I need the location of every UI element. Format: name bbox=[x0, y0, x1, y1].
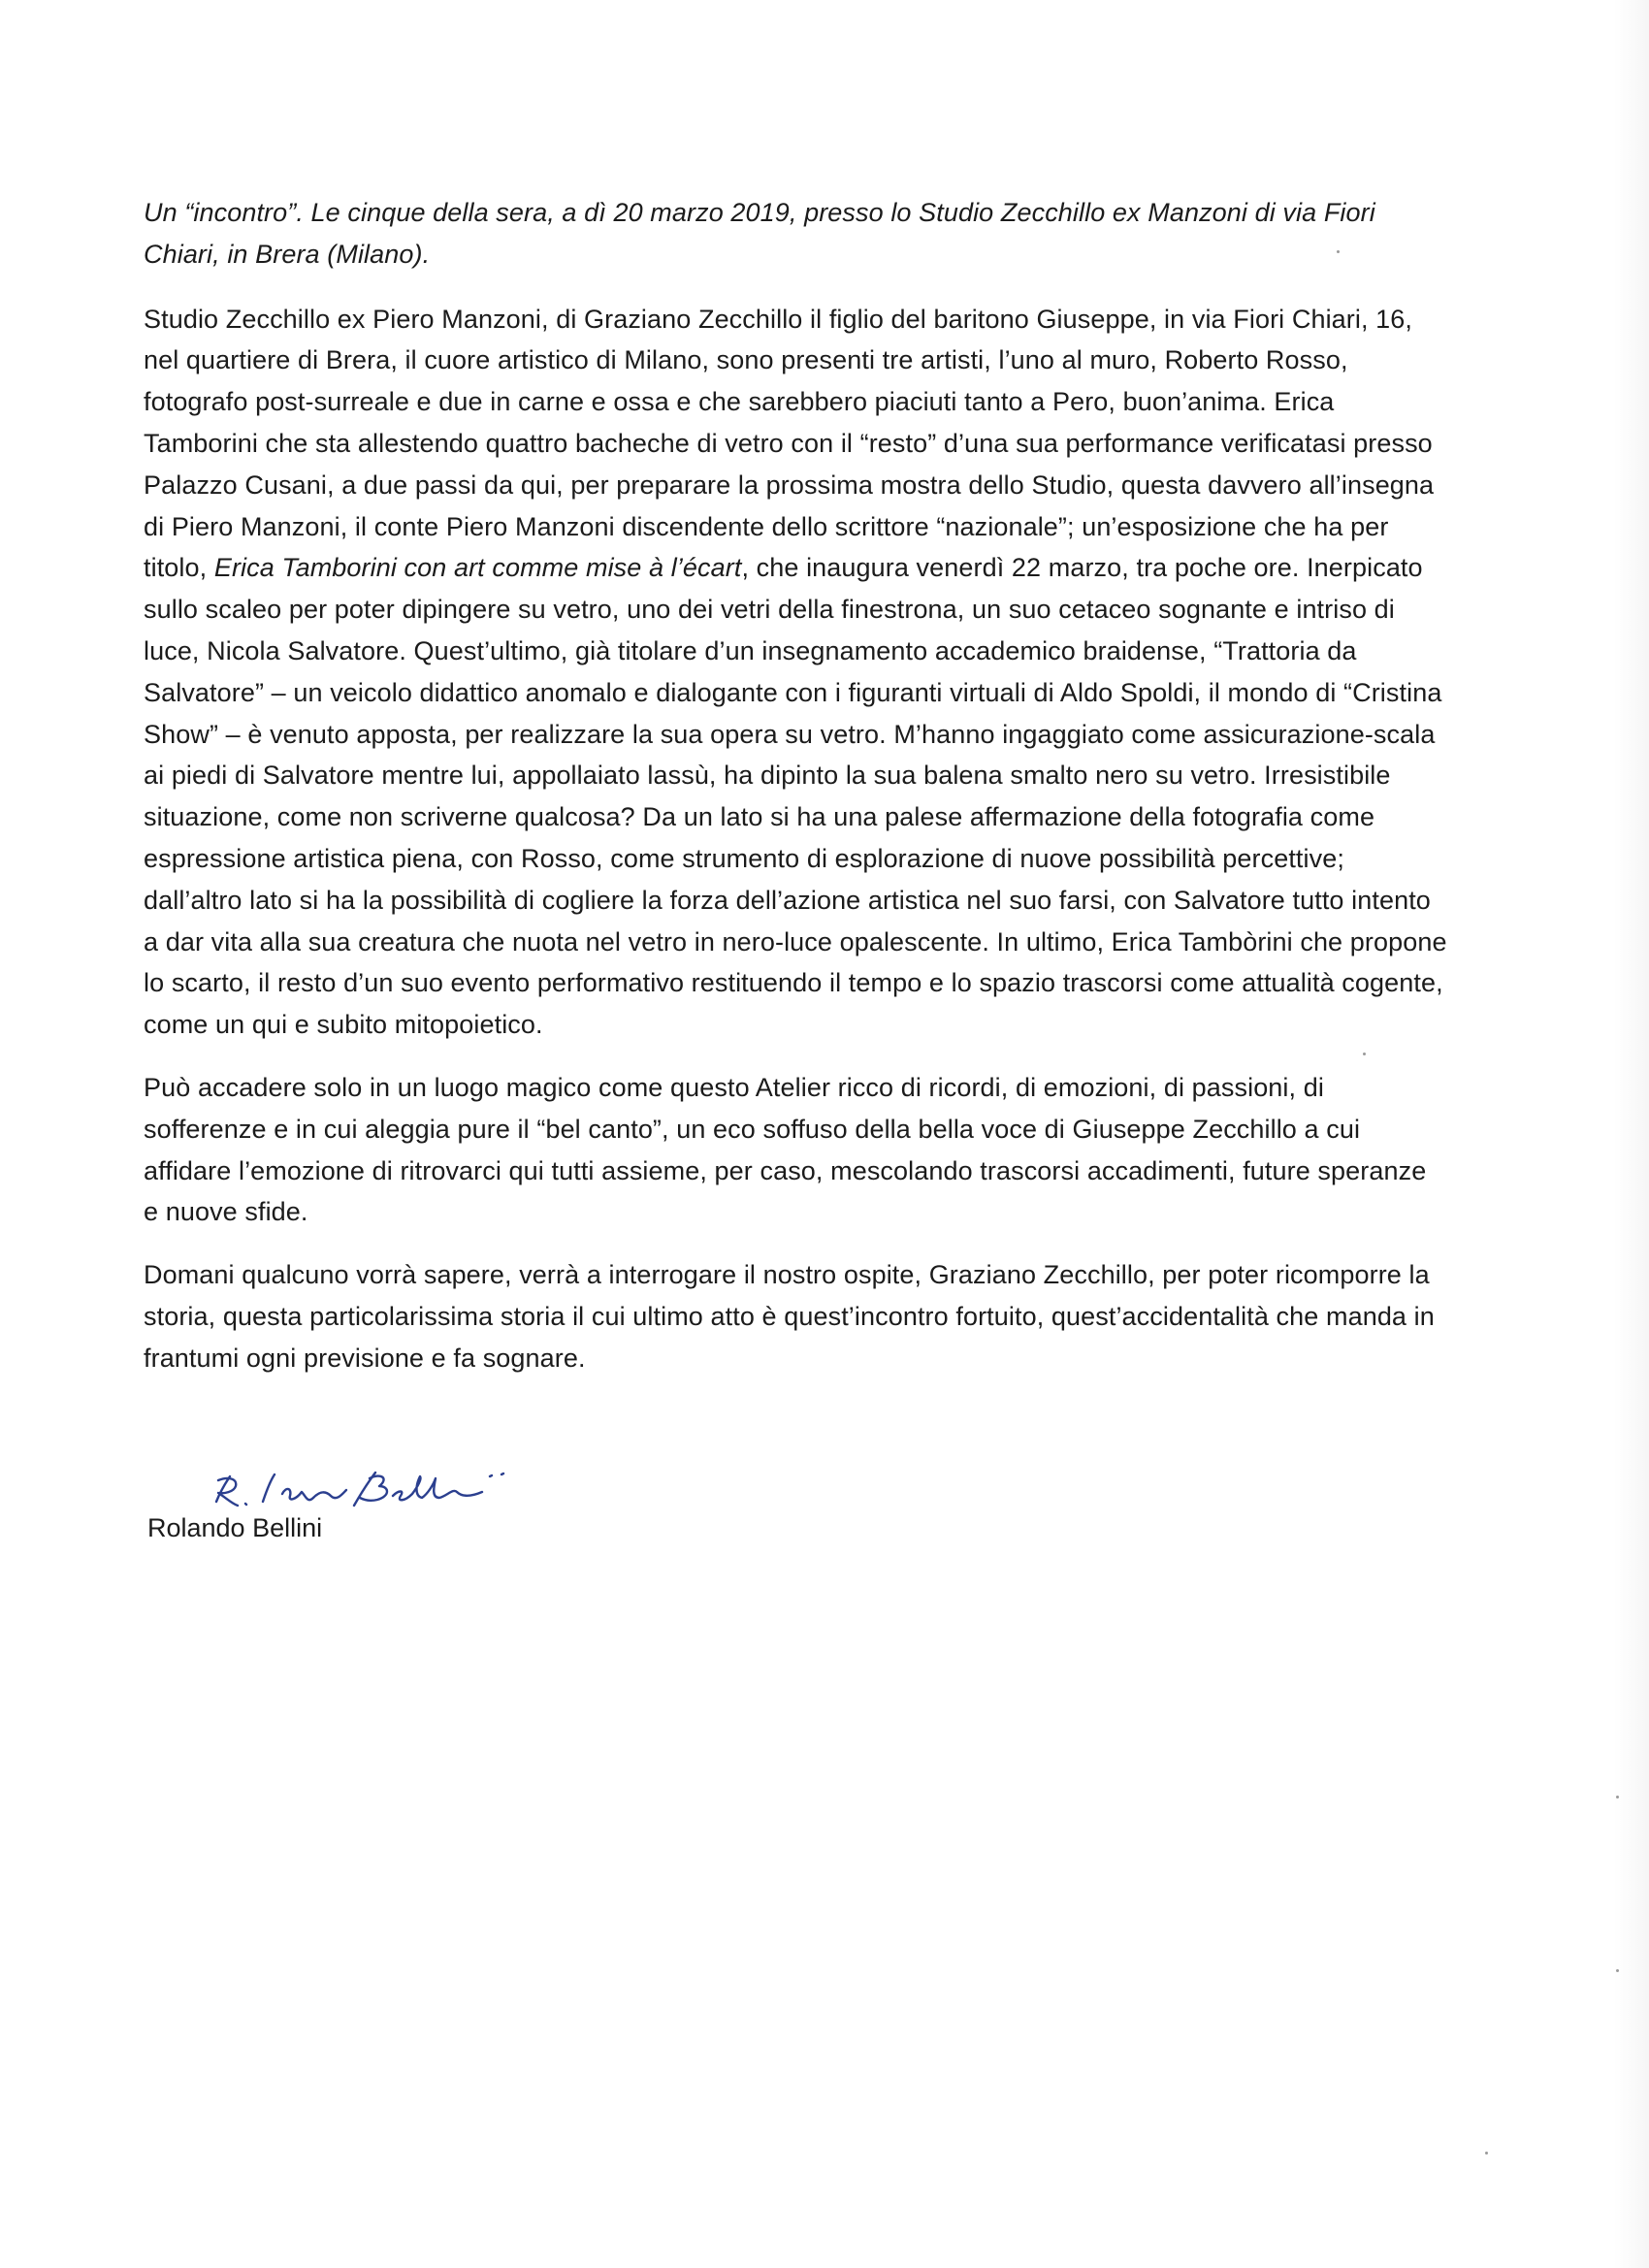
exhibition-title: Erica Tamborini con art comme mise à l’écart bbox=[213, 553, 742, 583]
paragraph-main-part-2: , che inaugura venerdì 22 marzo, tra poche ore. Inerpicato sullo scaleo per poter dipingere su vetro, uno dei vetri della finestrona, un suo cetaceo sognante e intriso di luce, Nicola Salvatore. Quest’ultimo, già titolare d’un insegnamento accademico braidense, “Trattoria da Salvatore” – un veicolo didattico anomalo e dialogante con i figuranti virtuali di Aldo Spoldi, il mondo di “Cristina Show” – è venuto apposta, per realizzare la sua opera su vetro. M’hanno ingaggiato come assicurazione-scala ai piedi di Salvatore mentre lui, appollaiato lassù, ha dipinto la sua balena smalto nero su vetro. Irresistibile situazione, come non scriverne qualcosa? Da un lato si ha una palese affermazione della fotografia come espressione artistica piena, con Rosso, come strumento di esplorazione di nuove possibilità percettive; dall’altro lato si ha la possibilità di cogliere la forza dell’azione artistica nel suo farsi, con Salvatore tutto intento a dar vita alla sua creatura che nuota nel vetro in nero-luce opalescente. In ultimo, Erica Tambòrini che propone lo scarto, il resto d’un suo evento performativo restituendo il tempo e lo spazio trascorsi come attualità cogente, come un qui e subito mitopoietico. bbox=[144, 553, 1447, 1040]
scan-edge-shadow bbox=[1614, 0, 1649, 2268]
paragraph-main-part-1: Studio Zecchillo ex Piero Manzoni, di Graziano Zecchillo il figlio del baritono Giuseppe, in via Fiori Chiari, 16, nel quartiere di Brera, il cuore artistico di Milano, sono presenti tre artisti, l’uno al muro, Roberto Rosso, fotografo post-surreale e due in carne e ossa e che sarebbero piaciuti tanto a Pero, buon’anima. Erica Tamborini che sta allestendo quattro bacheche di vetro con il “resto” d’una sua performance verificatasi presso Palazzo Cusani, a due passi da qui, per preparare la prossima mostra dello Studio, questa davvero all’insegna di Piero Manzoni, il conte Piero Manzoni discendente dello scrittore “nazionale”; un’esposizione che ha per titolo, bbox=[144, 304, 1435, 583]
scan-speck bbox=[1485, 2152, 1488, 2155]
paragraph-atelier: Può accadere solo in un luogo magico come questo Atelier ricco di ricordi, di emozioni, di passioni, di sofferenze e in cui aleggia pure il “bel canto”, un eco soffuso della bella voce di Giuseppe Zecchillo a cui affidare l’emozione di ritrovarci qui tutti assieme, per caso, mescolando trascorsi accadimenti, future speranze e nuove sfide. bbox=[144, 1072, 1427, 1227]
scan-speck bbox=[1337, 250, 1340, 253]
scan-speck bbox=[1616, 1796, 1619, 1798]
letter-body bbox=[144, 192, 1448, 1401]
paragraph-closing: Domani qualcuno vorrà sapere, verrà a interrogare il nostro ospite, Graziano Zecchillo, per poter ricomporre la storia, questa particolarissima storia il cui ultimo atto è quest’incontro fortuito, quest’accidentalità che manda in frantumi ogni previsione e fa sognare. bbox=[144, 1260, 1435, 1373]
intro-line: Un “incontro”. Le cinque della sera, a dì 20 marzo 2019, presso lo Studio Zecchillo ex Manzoni di via Fiori Chiari, in Brera (Milano). bbox=[144, 198, 1375, 269]
paragraph-main bbox=[144, 299, 1448, 1046]
signer-name: Rolando Bellini bbox=[147, 1513, 323, 1542]
scan-speck bbox=[1616, 1969, 1619, 1972]
scan-speck bbox=[1363, 1053, 1366, 1055]
